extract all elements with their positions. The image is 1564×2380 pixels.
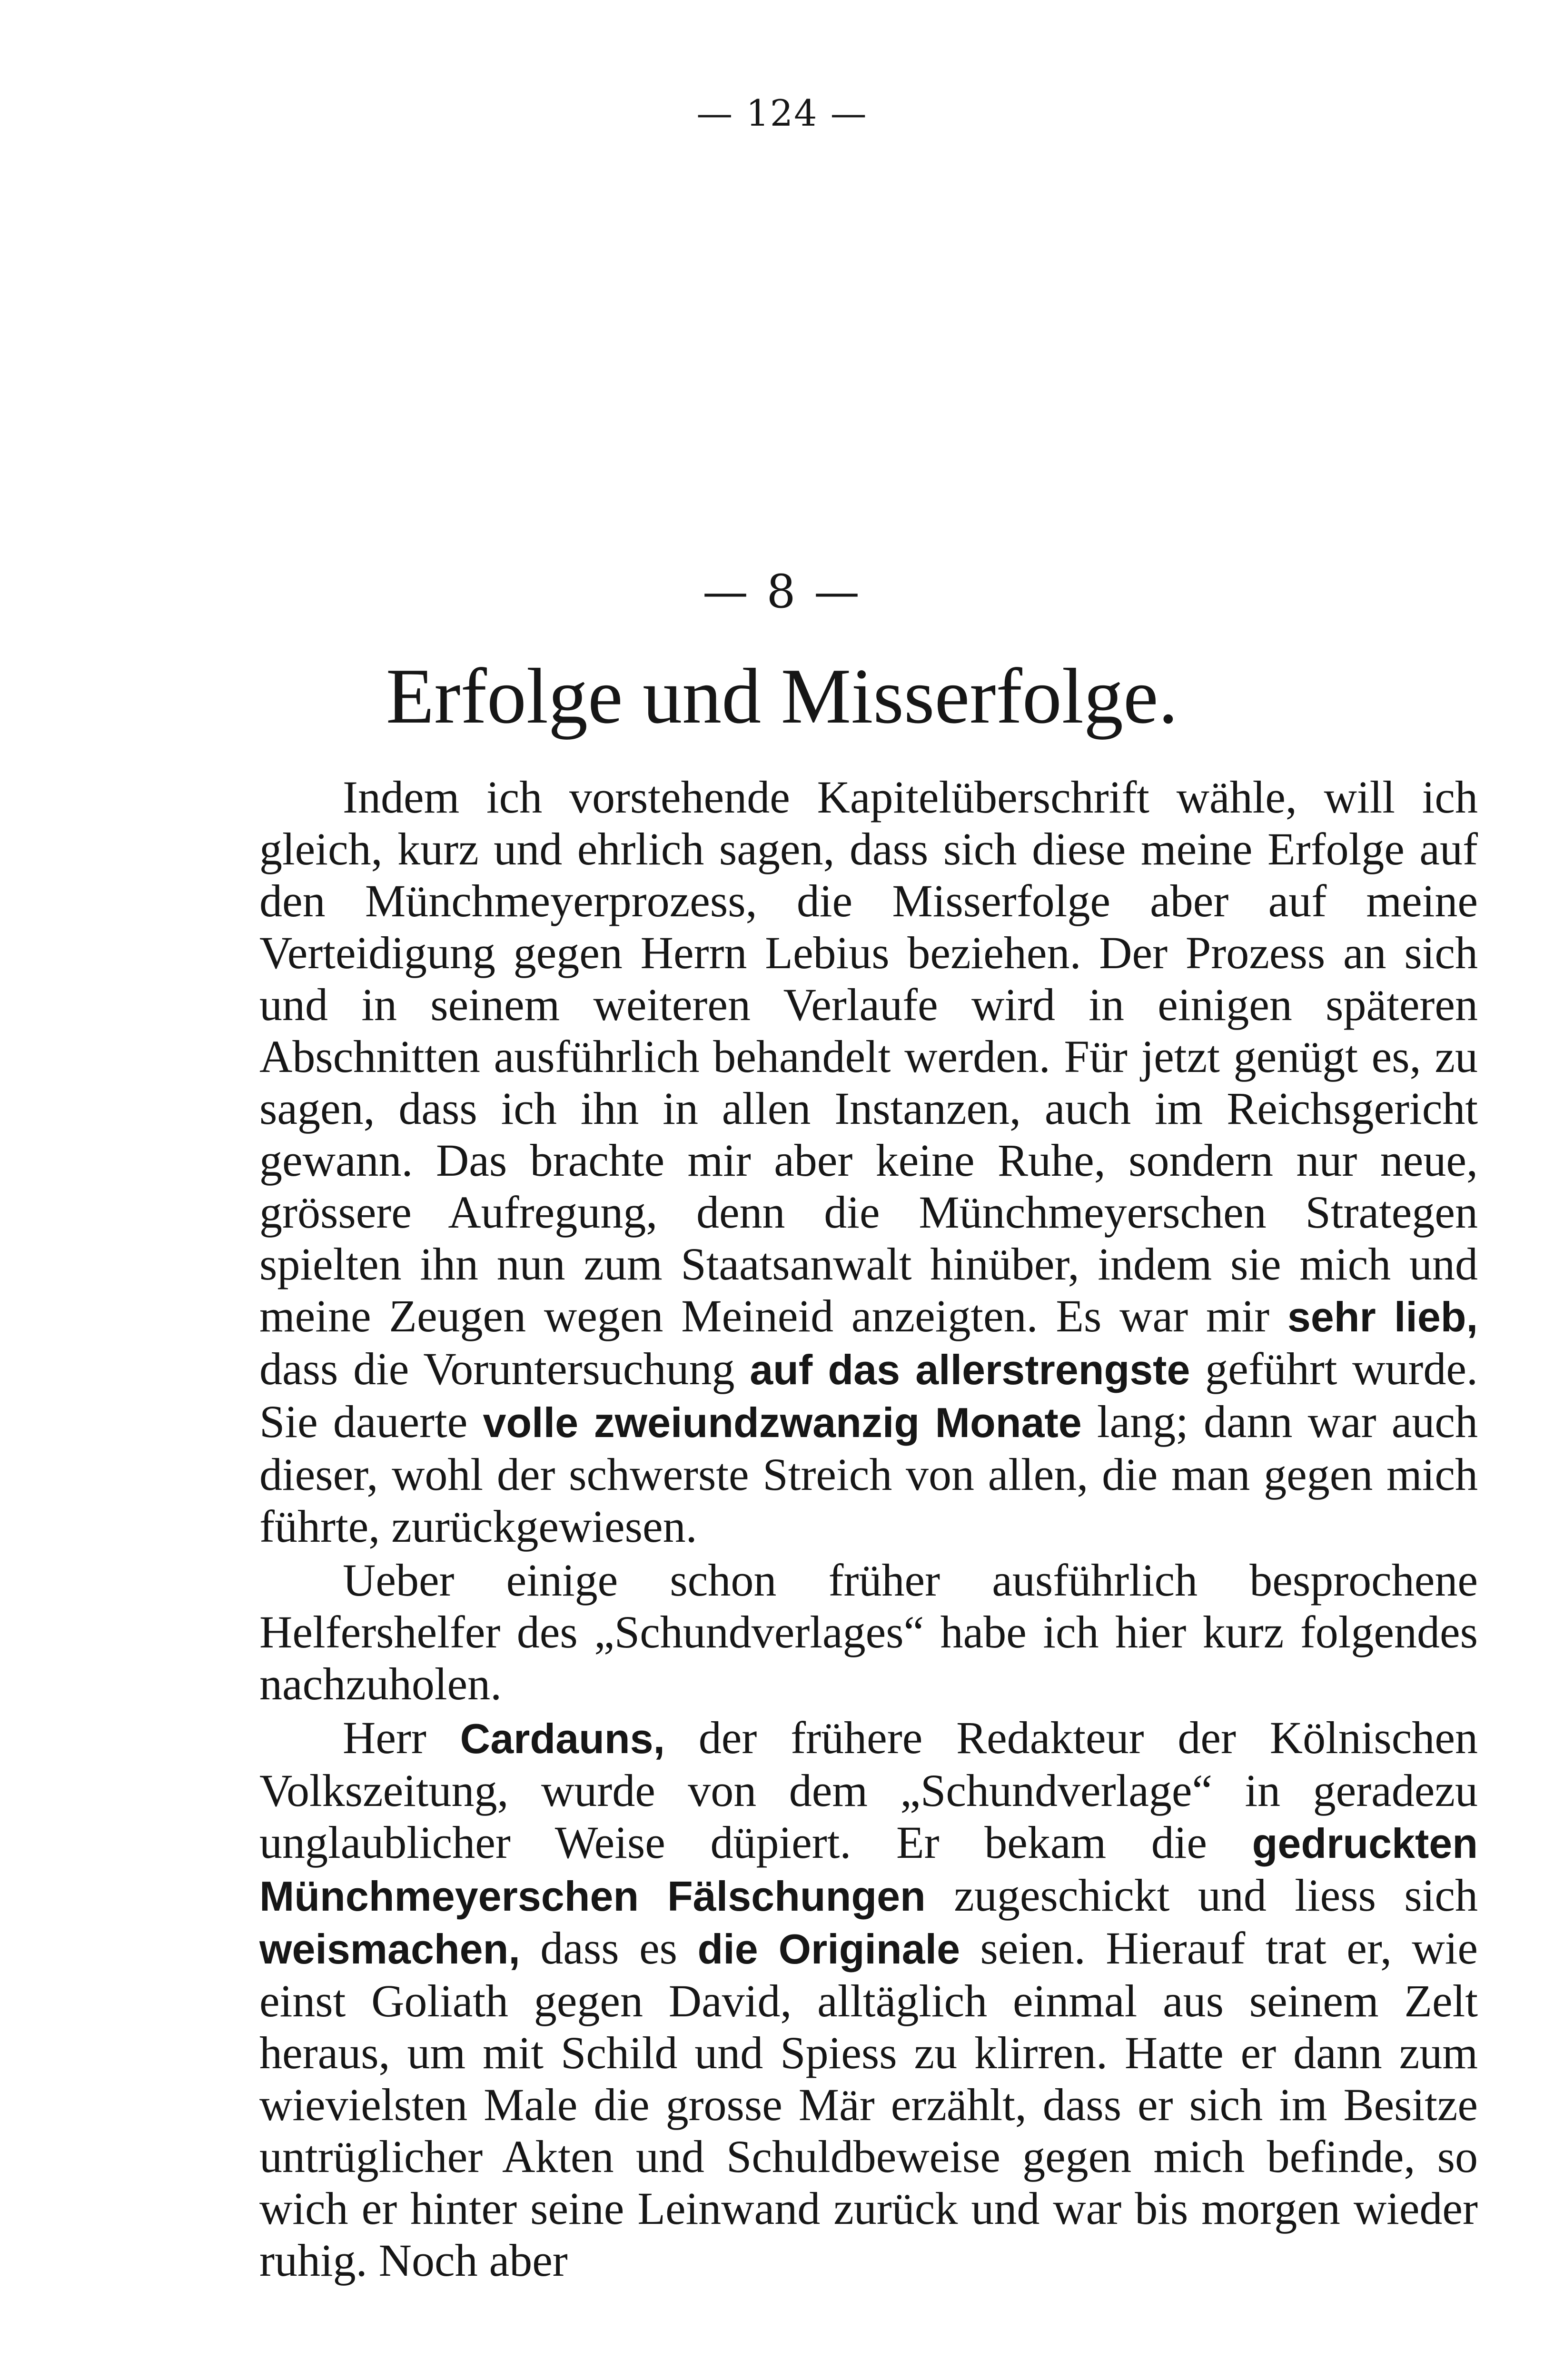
text-segment: seien. Hierauf trat er, wie einst Goliath gegen David, alltäglich einmal aus seinem Zelt heraus, um mit Schild und Spiess zu klirren. Hatte er dann zum wievielsten Male die grosse Mär erzählt, dass er sich im Besitze untrüglicher Akten und Schuldbeweise gegen mich befinde, so wich er hinter seine Leinwand zurück und war bis morgen wieder ruhig. Noch aber bbox=[259, 1923, 1478, 2286]
text-segment: Indem ich vorstehende Kapitelüberschrift wähle, will ich gleich, kurz und ehrlich sagen, dass sich diese meine Erfolge auf den Münchmeyerprozess, die Misserfolge aber auf meine Verteidigung gegen Herrn Lebius beziehen. Der Prozess an sich und in seinem weiteren Verlaufe wird in einigen späteren Abschnitten ausführlich behandelt werden. Für jetzt genügt es, zu sagen, dass ich ihn in allen Instanzen, auch im Reichsgericht gewann. Das brachte mir aber keine Ruhe, sondern nur neue, grössere Aufregung, denn die Münchmeyerschen Strategen spielten ihn nun zum Staatsanwalt hinüber, indem sie mich und meine Zeugen wegen Meineid anzeigten. Es war mir bbox=[259, 772, 1478, 1341]
body-text bbox=[259, 771, 1478, 2288]
page-number: — 124 — bbox=[696, 92, 868, 134]
chapter-number: — 8 — bbox=[702, 565, 862, 618]
bold-phrase: volle zweiundzwanzig Monate bbox=[483, 1399, 1082, 1446]
bold-phrase: weismachen, bbox=[259, 1925, 520, 1973]
text-segment: geführt wurde. Sie dauerte bbox=[259, 1343, 1478, 1447]
text-segment: dass die Voruntersuchung bbox=[259, 1343, 750, 1394]
paragraph-1 bbox=[259, 771, 1478, 1552]
bold-phrase: Cardauns, bbox=[460, 1715, 665, 1762]
text-segment: Ueber einige schon früher ausführlich besprochene Helfershelfer des „Schundverlages“ habe ich hier kurz folgendes nachzuholen. bbox=[259, 1555, 1478, 1709]
bold-phrase: auf das allerstrengste bbox=[750, 1346, 1190, 1393]
bold-phrase: die Originale bbox=[697, 1925, 960, 1973]
paragraph-2 bbox=[259, 1554, 1478, 1710]
text-segment: lang; dann war auch dieser, wohl der schwerste Streich von allen, die man gegen mich führte, zurückgewiesen. bbox=[259, 1396, 1478, 1552]
bold-phrase: gedruckten Münchmeyerschen Fälschungen bbox=[259, 1820, 1478, 1920]
text-segment: der frühere Redakteur der Kölnischen Volkszeitung, wurde von dem „Schundverlage“ in geradezu unglaublicher Weise düpiert. Er bekam die bbox=[259, 1712, 1478, 1868]
chapter-title: Erfolge und Misserfolge. bbox=[386, 652, 1178, 740]
text-segment: dass es bbox=[520, 1923, 698, 1973]
text-segment: Herr bbox=[343, 1712, 460, 1763]
bold-phrase: sehr lieb, bbox=[1287, 1293, 1478, 1340]
text-segment: zugeschickt und liess sich bbox=[925, 1870, 1478, 1921]
paragraph-3 bbox=[259, 1712, 1478, 2286]
